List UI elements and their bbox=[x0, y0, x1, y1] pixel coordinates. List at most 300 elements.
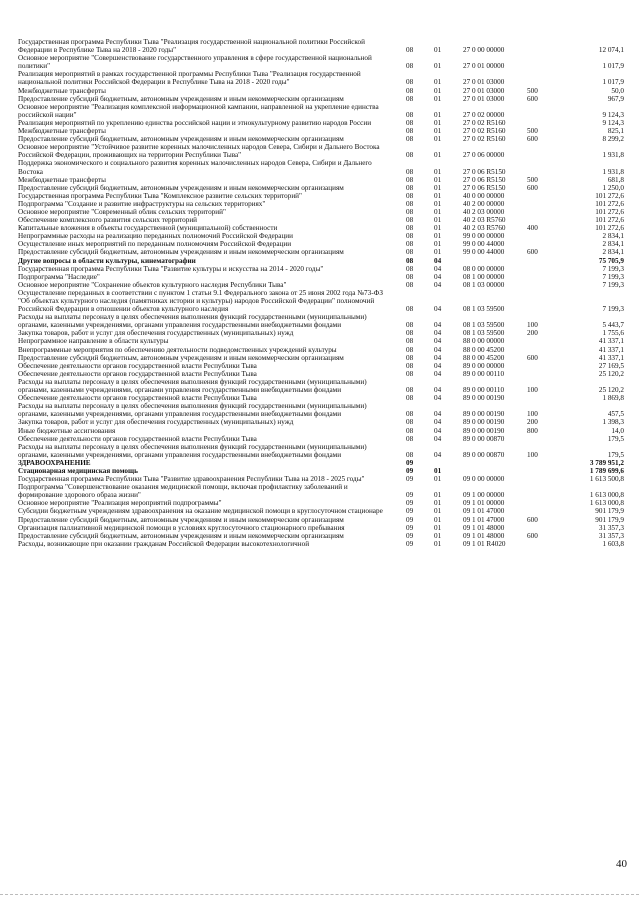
target-article-code: 40 2 03 R5760 bbox=[463, 224, 506, 233]
table-row bbox=[18, 216, 626, 224]
page-bottom-rule bbox=[0, 894, 639, 895]
row-name: Осуществление иных мероприятий по переданным полномочиям Российской Федерации bbox=[18, 240, 292, 249]
section-code: 08 bbox=[406, 394, 414, 403]
row-name: Расходы, возникающие при оказании гражданам Российской Федерации высокотехнологичной bbox=[18, 539, 310, 548]
section-code: 09 bbox=[406, 515, 414, 524]
table-row bbox=[18, 54, 626, 70]
expense-type-code: 600 bbox=[527, 248, 538, 257]
table-row bbox=[18, 394, 626, 402]
amount: 9 124,3 bbox=[602, 118, 624, 127]
table-row bbox=[18, 70, 626, 86]
expense-type-code: 600 bbox=[527, 515, 538, 524]
amount: 2 834,1 bbox=[602, 240, 624, 249]
target-article-code: 27 0 06 R5150 bbox=[463, 167, 506, 176]
row-name: Основное мероприятие "Сохранение объектов культурного наследия Республики Тыва" bbox=[18, 280, 287, 289]
table-row bbox=[18, 499, 626, 507]
target-article-code: 27 0 01 03000 bbox=[463, 86, 505, 95]
expense-type-code: 600 bbox=[527, 183, 538, 192]
amount: 179,5 bbox=[607, 434, 624, 443]
target-article-code: 89 0 00 00000 bbox=[463, 361, 505, 370]
subsection-code: 01 bbox=[434, 475, 442, 484]
table-row bbox=[18, 273, 626, 281]
amount: 5 443,7 bbox=[602, 321, 624, 330]
subsection-code: 04 bbox=[434, 305, 442, 314]
subsection-code: 04 bbox=[434, 329, 442, 338]
subsection-code: 01 bbox=[434, 531, 442, 540]
row-name: Иные бюджетные ассигнования bbox=[18, 426, 116, 435]
row-name: Расходы на выплаты персоналу в целях обеспечения выполнения функций государственными (муниципальными) органами, казенными учреждениями, органами управления государственными внебюджетными фондами bbox=[18, 313, 367, 330]
expense-type-code: 100 bbox=[527, 386, 538, 395]
amount: 27 169,5 bbox=[598, 361, 624, 370]
section-code: 08 bbox=[406, 450, 414, 459]
target-article-code: 40 2 03 00000 bbox=[463, 207, 505, 216]
row-name: Основное мероприятие "Совершенствование государственного управления в сфере государственной национальной политики" bbox=[18, 54, 372, 71]
target-article-code: 27 0 06 R5150 bbox=[463, 183, 506, 192]
amount: 7 199,3 bbox=[602, 305, 624, 314]
expense-type-code: 600 bbox=[527, 531, 538, 540]
row-name: Обеспечение деятельности органов государственной власти Республики Тыва bbox=[18, 434, 257, 443]
subsection-code: 01 bbox=[434, 491, 442, 500]
table-row bbox=[18, 87, 626, 95]
expense-type-code: 500 bbox=[527, 127, 538, 136]
table-row bbox=[18, 459, 626, 467]
table-row bbox=[18, 208, 626, 216]
amount: 179,5 bbox=[607, 450, 624, 459]
subsection-code: 04 bbox=[434, 272, 442, 281]
row-name: Основное мероприятие "Устойчивое развитие коренных малочисленных народов Севера, Сибири и Дальнего Востока Российской Федерации, проживающих на территории Республики Тыва" bbox=[18, 143, 380, 160]
table-row bbox=[18, 289, 626, 313]
target-article-code: 99 0 00 44000 bbox=[463, 240, 505, 249]
subsection-code: 04 bbox=[434, 353, 442, 362]
amount: 1 789 699,6 bbox=[589, 466, 624, 475]
section-code: 08 bbox=[406, 151, 414, 160]
subsection-code: 01 bbox=[434, 118, 442, 127]
row-name: Осуществление переданных в соответствии с пунктом 1 статьи 9.1 Федерального закона от 25 июня 2002 года №73-ФЗ "Об объектах культурного наследия (памятниках истории и культуры) народов Российской Федерации" полномочий Российской Федерации в отношении объектов культурного наследия bbox=[18, 288, 383, 314]
target-article-code: 99 0 00 00000 bbox=[463, 232, 505, 241]
section-code: 08 bbox=[406, 118, 414, 127]
section-code: 08 bbox=[406, 110, 414, 119]
section-code: 08 bbox=[406, 264, 414, 273]
table-row bbox=[18, 354, 626, 362]
amount: 75 705,9 bbox=[598, 256, 624, 265]
row-name: Предоставление субсидий бюджетным, автономным учреждениям и иным некоммерческим организациям bbox=[18, 135, 344, 144]
table-row bbox=[18, 176, 626, 184]
section-code: 08 bbox=[406, 345, 414, 354]
row-name: Другие вопросы в области культуры, кинематографии bbox=[18, 256, 196, 265]
amount: 1 869,8 bbox=[602, 394, 624, 403]
target-article-code: 27 0 02 R5160 bbox=[463, 118, 506, 127]
subsection-code: 01 bbox=[434, 499, 442, 508]
amount: 101 272,6 bbox=[595, 199, 624, 208]
row-name: Подпрограмма "Совершенствование оказания медицинской помощи, включая профилактику заболеваний и формирование здорового образа жизни" bbox=[18, 483, 348, 500]
target-article-code: 09 0 00 00000 bbox=[463, 475, 505, 484]
target-article-code: 08 0 00 00000 bbox=[463, 264, 505, 273]
row-name: Межбюджетные трансферты bbox=[18, 175, 106, 184]
amount: 14,0 bbox=[611, 426, 624, 435]
amount: 1 017,9 bbox=[602, 78, 624, 87]
row-name: Стационарная медицинская помощь bbox=[18, 466, 138, 475]
subsection-code: 01 bbox=[434, 507, 442, 516]
subsection-code: 04 bbox=[434, 394, 442, 403]
table-row bbox=[18, 532, 626, 540]
table-row bbox=[18, 467, 626, 475]
amount: 101 272,6 bbox=[595, 191, 624, 200]
subsection-code: 04 bbox=[434, 450, 442, 459]
target-article-code: 09 1 01 47000 bbox=[463, 515, 505, 524]
amount: 50,0 bbox=[611, 86, 624, 95]
table-row bbox=[18, 418, 626, 426]
expense-type-code: 500 bbox=[527, 86, 538, 95]
expense-type-code: 500 bbox=[527, 175, 538, 184]
row-name: Субсидии бюджетным учреждениям здравоохранения на оказание медицинской помощи в круглосуточном стационаре bbox=[18, 507, 383, 516]
table-row bbox=[18, 435, 626, 443]
table-row bbox=[18, 346, 626, 354]
row-name: Основное мероприятие "Реализация комплексной информационной кампании, направленной на укрепление единства российской нации" bbox=[18, 102, 379, 119]
table-row bbox=[18, 200, 626, 208]
row-name: Закупка товаров, работ и услуг для обеспечения государственных (муниципальных) нужд bbox=[18, 418, 294, 427]
section-code: 08 bbox=[406, 78, 414, 87]
expense-type-code: 400 bbox=[527, 224, 538, 233]
amount: 101 272,6 bbox=[595, 216, 624, 225]
section-code: 08 bbox=[406, 191, 414, 200]
section-code: 09 bbox=[406, 531, 414, 540]
table-row bbox=[18, 370, 626, 378]
table-row bbox=[18, 475, 626, 483]
table-row bbox=[18, 313, 626, 329]
amount: 1 931,8 bbox=[602, 167, 624, 176]
section-code: 08 bbox=[406, 240, 414, 249]
expense-type-code: 200 bbox=[527, 329, 538, 338]
table-row bbox=[18, 159, 626, 175]
row-name: Расходы на выплаты персоналу в целях обеспечения выполнения функций государственными (муниципальными) органами, казенными учреждениями, органами управления государственными внебюджетными фондами bbox=[18, 442, 367, 459]
table-row bbox=[18, 378, 626, 394]
row-name: Государственная программа Республики Тыва "Развитие здравоохранения Республики Тыва на 2018 - 2025 годы" bbox=[18, 475, 365, 484]
section-code: 08 bbox=[406, 94, 414, 103]
section-code: 09 bbox=[406, 523, 414, 532]
section-code: 08 bbox=[406, 175, 414, 184]
amount: 967,9 bbox=[607, 94, 624, 103]
row-name: Предоставление субсидий бюджетным, автономным учреждениям и иным некоммерческим организациям bbox=[18, 353, 344, 362]
row-name: ЗДРАВООХРАНЕНИЕ bbox=[18, 458, 91, 467]
subsection-code: 01 bbox=[434, 199, 442, 208]
table-row bbox=[18, 402, 626, 418]
subsection-code: 01 bbox=[434, 183, 442, 192]
target-article-code: 09 1 01 47000 bbox=[463, 507, 505, 516]
subsection-code: 01 bbox=[434, 523, 442, 532]
table-row bbox=[18, 281, 626, 289]
amount: 8 299,2 bbox=[602, 135, 624, 144]
amount: 681,8 bbox=[607, 175, 624, 184]
table-row bbox=[18, 248, 626, 256]
amount: 25 120,2 bbox=[598, 386, 624, 395]
expense-type-code: 800 bbox=[527, 426, 538, 435]
amount: 25 120,2 bbox=[598, 369, 624, 378]
section-code: 08 bbox=[406, 86, 414, 95]
subsection-code: 04 bbox=[434, 361, 442, 370]
subsection-code: 01 bbox=[434, 127, 442, 136]
target-article-code: 89 0 00 00110 bbox=[463, 369, 505, 378]
subsection-code: 01 bbox=[434, 248, 442, 257]
section-code: 08 bbox=[406, 232, 414, 241]
target-article-code: 08 1 03 00000 bbox=[463, 280, 505, 289]
section-code: 08 bbox=[406, 305, 414, 314]
table-row bbox=[18, 524, 626, 532]
subsection-code: 01 bbox=[434, 466, 442, 475]
budget-table bbox=[18, 38, 626, 548]
target-article-code: 09 1 01 48000 bbox=[463, 531, 505, 540]
table-row bbox=[18, 362, 626, 370]
target-article-code: 09 1 01 R4020 bbox=[463, 539, 506, 548]
subsection-code: 04 bbox=[434, 264, 442, 273]
section-code: 08 bbox=[406, 183, 414, 192]
row-name: Реализация мероприятий в рамках государственной программы Республики Тыва "Реализация государственной национальной политики Российской Федерации в Республике Тыва на 2018 - 2020 годы" bbox=[18, 70, 361, 87]
amount: 31 357,3 bbox=[598, 531, 624, 540]
amount: 1 250,0 bbox=[602, 183, 624, 192]
row-name: Непрограммное направление в области культуры bbox=[18, 337, 169, 346]
expense-type-code: 600 bbox=[527, 94, 538, 103]
amount: 1 398,3 bbox=[602, 418, 624, 427]
table-row bbox=[18, 224, 626, 232]
section-code: 08 bbox=[406, 361, 414, 370]
table-row bbox=[18, 507, 626, 515]
target-article-code: 40 0 00 00000 bbox=[463, 191, 505, 200]
target-article-code: 88 0 00 45200 bbox=[463, 345, 505, 354]
amount: 7 199,3 bbox=[602, 280, 624, 289]
target-article-code: 27 0 00 00000 bbox=[463, 46, 505, 55]
amount: 101 272,6 bbox=[595, 207, 624, 216]
subsection-code: 04 bbox=[434, 280, 442, 289]
table-row bbox=[18, 265, 626, 273]
amount: 1 755,6 bbox=[602, 329, 624, 338]
amount: 2 834,1 bbox=[602, 248, 624, 257]
row-name: Основное мероприятие "Современный облик сельских территорий" bbox=[18, 207, 226, 216]
row-name: Капитальные вложения в объекты государственной (муниципальной) собственности bbox=[18, 224, 278, 233]
section-code: 08 bbox=[406, 127, 414, 136]
subsection-code: 04 bbox=[434, 410, 442, 419]
section-code: 08 bbox=[406, 62, 414, 71]
table-row bbox=[18, 443, 626, 459]
row-name: Расходы на выплаты персоналу в целях обеспечения выполнения функций государственными (муниципальными) органами, казенными учреждениями, органами управления государственными внебюджетными фондами bbox=[18, 402, 367, 419]
target-article-code: 09 1 01 00000 bbox=[463, 499, 505, 508]
target-article-code: 08 1 03 59500 bbox=[463, 321, 505, 330]
table-row bbox=[18, 184, 626, 192]
subsection-code: 01 bbox=[434, 78, 442, 87]
row-name: Предоставление субсидий бюджетным, автономным учреждениям и иным некоммерческим организациям bbox=[18, 248, 344, 257]
subsection-code: 01 bbox=[434, 167, 442, 176]
target-article-code: 08 1 03 59500 bbox=[463, 305, 505, 314]
section-code: 09 bbox=[406, 507, 414, 516]
amount: 1 931,8 bbox=[602, 151, 624, 160]
target-article-code: 09 1 01 48000 bbox=[463, 523, 505, 532]
subsection-code: 04 bbox=[434, 426, 442, 435]
target-article-code: 27 0 02 R5160 bbox=[463, 127, 506, 136]
table-row bbox=[18, 483, 626, 499]
target-article-code: 89 0 00 00190 bbox=[463, 394, 505, 403]
amount: 41 337,1 bbox=[598, 353, 624, 362]
section-code: 08 bbox=[406, 199, 414, 208]
row-name: Непрограммные расходы на реализацию переданных полномочий Российской Федерации bbox=[18, 232, 293, 241]
section-code: 08 bbox=[406, 207, 414, 216]
expense-type-code: 100 bbox=[527, 410, 538, 419]
row-name: Обеспечение комплексного развития сельских территорий bbox=[18, 216, 198, 225]
target-article-code: 40 2 00 00000 bbox=[463, 199, 505, 208]
row-name: Государственная программа Республики Тыва "Развитие культуры и искусства на 2014 - 2020 годы" bbox=[18, 264, 324, 273]
subsection-code: 01 bbox=[434, 86, 442, 95]
section-code: 09 bbox=[406, 491, 414, 500]
amount: 1 613 000,8 bbox=[589, 491, 624, 500]
amount: 1 017,9 bbox=[602, 62, 624, 71]
table-row bbox=[18, 192, 626, 200]
row-name: Внепрограммные мероприятия по обеспечению деятельности подведомственных учреждений культуры bbox=[18, 345, 337, 354]
table-row bbox=[18, 232, 626, 240]
target-article-code: 89 0 00 00110 bbox=[463, 386, 505, 395]
amount: 7 199,3 bbox=[602, 272, 624, 281]
amount: 31 357,3 bbox=[598, 523, 624, 532]
target-article-code: 27 0 02 00000 bbox=[463, 110, 505, 119]
amount: 457,5 bbox=[607, 410, 624, 419]
target-article-code: 89 0 00 00190 bbox=[463, 410, 505, 419]
amount: 41 337,1 bbox=[598, 345, 624, 354]
section-code: 09 bbox=[406, 539, 414, 548]
subsection-code: 04 bbox=[434, 337, 442, 346]
subsection-code: 01 bbox=[434, 94, 442, 103]
table-row bbox=[18, 240, 626, 248]
section-code: 08 bbox=[406, 272, 414, 281]
section-code: 08 bbox=[406, 216, 414, 225]
section-code: 08 bbox=[406, 426, 414, 435]
subsection-code: 04 bbox=[434, 434, 442, 443]
row-name: Организация паллиативной медицинской помощи в условиях круглосуточного стационарного пребывания bbox=[18, 523, 345, 532]
amount: 1 613 500,8 bbox=[589, 475, 624, 484]
row-name: Государственная программа Республики Тыва "Комплексное развитие сельских территорий" bbox=[18, 191, 302, 200]
section-code: 08 bbox=[406, 434, 414, 443]
subsection-code: 01 bbox=[434, 515, 442, 524]
table-row bbox=[18, 143, 626, 159]
row-name: Обеспечение деятельности органов государственной власти Республики Тыва bbox=[18, 369, 257, 378]
section-code: 08 bbox=[406, 248, 414, 257]
subsection-code: 01 bbox=[434, 224, 442, 233]
row-name: Расходы на выплаты персоналу в целях обеспечения выполнения функций государственными (муниципальными) органами, казенными учреждениями, органами управления государственными внебюджетными фондами bbox=[18, 377, 367, 395]
expense-type-code: 200 bbox=[527, 418, 538, 427]
table-row bbox=[18, 119, 626, 127]
section-code: 08 bbox=[406, 418, 414, 427]
amount: 9 124,3 bbox=[602, 110, 624, 119]
row-name: Обеспечение деятельности органов государственной власти Республики Тыва bbox=[18, 394, 257, 403]
subsection-code: 01 bbox=[434, 46, 442, 55]
section-code: 08 bbox=[406, 369, 414, 378]
amount: 12 074,1 bbox=[598, 46, 624, 55]
table-row bbox=[18, 127, 626, 135]
amount: 901 179,9 bbox=[595, 515, 624, 524]
subsection-code: 01 bbox=[434, 232, 442, 241]
target-article-code: 09 1 00 00000 bbox=[463, 491, 505, 500]
row-name: Межбюджетные трансферты bbox=[18, 86, 106, 95]
amount: 825,1 bbox=[607, 127, 624, 136]
subsection-code: 01 bbox=[434, 62, 442, 71]
target-article-code: 27 0 06 R5150 bbox=[463, 175, 506, 184]
row-name: Межбюджетные трансферты bbox=[18, 127, 106, 136]
target-article-code: 08 1 00 00000 bbox=[463, 272, 505, 281]
target-article-code: 89 0 00 00870 bbox=[463, 450, 505, 459]
row-name: Обеспечение деятельности органов государственной власти Республики Тыва bbox=[18, 361, 257, 370]
amount: 901 179,9 bbox=[595, 507, 624, 516]
subsection-code: 01 bbox=[434, 110, 442, 119]
subsection-code: 04 bbox=[434, 369, 442, 378]
amount: 3 789 951,2 bbox=[589, 458, 624, 467]
amount: 41 337,1 bbox=[598, 337, 624, 346]
section-code: 08 bbox=[406, 386, 414, 395]
table-row bbox=[18, 516, 626, 524]
section-code: 09 bbox=[406, 499, 414, 508]
target-article-code: 27 0 06 00000 bbox=[463, 151, 505, 160]
row-name: Подпрограмма "Создание и развитие инфраструктуры на сельских территориях" bbox=[18, 199, 266, 208]
target-article-code: 27 0 01 03000 bbox=[463, 94, 505, 103]
table-row bbox=[18, 337, 626, 345]
table-row bbox=[18, 329, 626, 337]
section-code: 08 bbox=[406, 135, 414, 144]
section-code: 09 bbox=[406, 475, 414, 484]
subsection-code: 04 bbox=[434, 418, 442, 427]
target-article-code: 99 0 00 44000 bbox=[463, 248, 505, 257]
expense-type-code: 600 bbox=[527, 135, 538, 144]
table-row bbox=[18, 103, 626, 119]
row-name: Предоставление субсидий бюджетным, автономным учреждениям и иным некоммерческим организациям bbox=[18, 94, 344, 103]
row-name: Закупка товаров, работ и услуг для обеспечения государственных (муниципальных) нужд bbox=[18, 329, 294, 338]
table-row bbox=[18, 95, 626, 103]
table-row bbox=[18, 540, 626, 548]
target-article-code: 27 0 02 R5160 bbox=[463, 135, 506, 144]
target-article-code: 89 0 00 00190 bbox=[463, 426, 505, 435]
target-article-code: 40 2 03 R5760 bbox=[463, 216, 506, 225]
target-article-code: 27 0 01 00000 bbox=[463, 62, 505, 71]
amount: 1 613 000,8 bbox=[589, 499, 624, 508]
expense-type-code: 600 bbox=[527, 353, 538, 362]
section-code: 09 bbox=[406, 466, 414, 475]
section-code: 08 bbox=[406, 46, 414, 55]
subsection-code: 04 bbox=[434, 386, 442, 395]
subsection-code: 01 bbox=[434, 135, 442, 144]
section-code: 08 bbox=[406, 167, 414, 176]
target-article-code: 08 1 03 59500 bbox=[463, 329, 505, 338]
section-code: 08 bbox=[406, 224, 414, 233]
section-code: 08 bbox=[406, 329, 414, 338]
section-code: 08 bbox=[406, 280, 414, 289]
subsection-code: 01 bbox=[434, 151, 442, 160]
section-code: 09 bbox=[406, 458, 414, 467]
amount: 7 199,3 bbox=[602, 264, 624, 273]
row-name: Государственная программа Республики Тыва "Реализация государственной национальной политики Российской Федерации в Республике Тыва на 2018 - 2020 годы" bbox=[18, 38, 365, 55]
subsection-code: 01 bbox=[434, 216, 442, 225]
subsection-code: 01 bbox=[434, 240, 442, 249]
target-article-code: 89 0 00 00870 bbox=[463, 434, 505, 443]
amount: 1 603,8 bbox=[602, 539, 624, 548]
target-article-code: 88 0 00 45200 bbox=[463, 353, 505, 362]
target-article-code: 89 0 00 00190 bbox=[463, 418, 505, 427]
table-row bbox=[18, 135, 626, 143]
section-code: 08 bbox=[406, 353, 414, 362]
table-row bbox=[18, 427, 626, 435]
table-row bbox=[18, 38, 626, 54]
target-article-code: 27 0 01 03000 bbox=[463, 78, 505, 87]
amount: 101 272,6 bbox=[595, 224, 624, 233]
target-article-code: 88 0 00 00000 bbox=[463, 337, 505, 346]
section-code: 08 bbox=[406, 337, 414, 346]
expense-type-code: 100 bbox=[527, 321, 538, 330]
subsection-code: 04 bbox=[434, 256, 442, 265]
row-name: Предоставление субсидий бюджетным, автономным учреждениям и иным некоммерческим организациям bbox=[18, 515, 344, 524]
page-number: 40 bbox=[616, 858, 627, 870]
subsection-code: 01 bbox=[434, 207, 442, 216]
